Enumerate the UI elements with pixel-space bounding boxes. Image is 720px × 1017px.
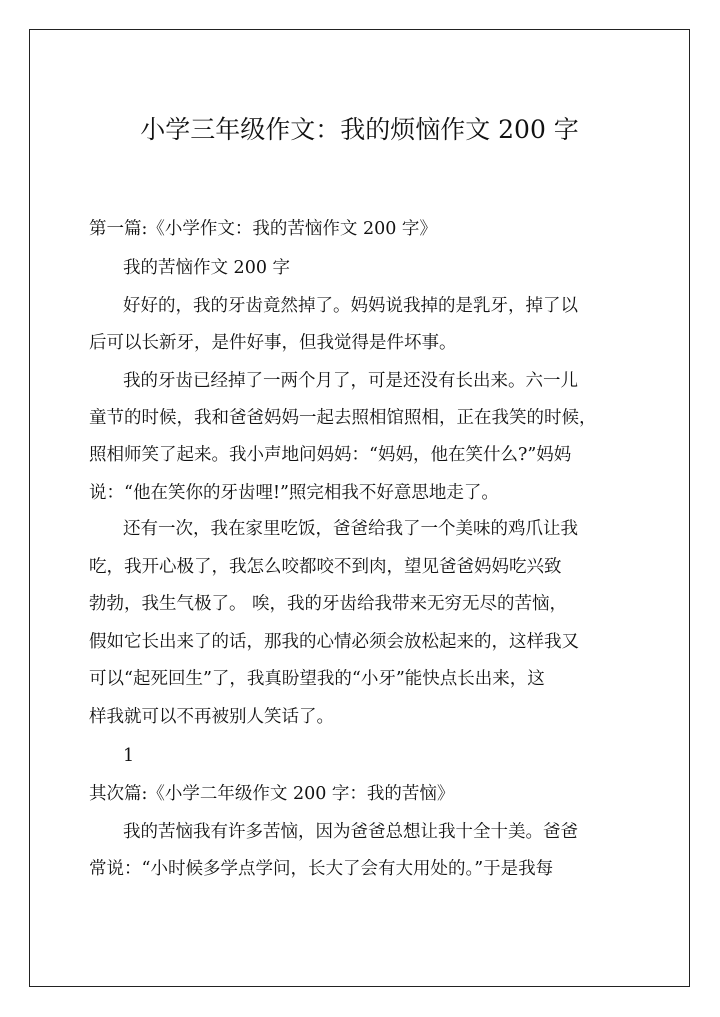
paragraph-line: 我的牙齿已经掉了一两个月了，可是还没有长出来。六一儿 — [123, 371, 578, 391]
paragraph-line: 可以“起死回生”了，我真盼望我的“小牙”能快点长出来，这 — [89, 669, 545, 689]
section-heading-1: 第一篇:《小学作文：我的苦恼作文 200 字》 — [89, 219, 437, 239]
page-number: 1 — [123, 746, 135, 766]
paragraph-line: 还有一次，我在家里吃饭，爸爸给我了一个美味的鸡爪让我 — [123, 519, 578, 539]
document-title: 小学三年级作文：我的烦恼作文 200 字 — [140, 115, 579, 144]
paragraph-line: 勃勃，我生气极了。 唉，我的牙齿给我带来无穷无尽的苦恼， — [89, 594, 568, 614]
paragraph-line: 后可以长新牙，是件好事，但我觉得是件坏事。 — [89, 333, 457, 353]
essay-subtitle-1: 我的苦恼作文 200 字 — [123, 258, 291, 278]
paragraph-line: 说：“他在笑你的牙齿哩!”照完相我不好意思地走了。 — [89, 483, 499, 503]
paragraph-line: 假如它长出来了的话，那我的心情必须会放松起来的，这样我又 — [89, 632, 579, 652]
paragraph-line: 童节的时候，我和爸爸妈妈一起去照相馆照相，正在我笑的时候， — [89, 408, 597, 428]
paragraph-line: 好好的，我的牙齿竟然掉了。妈妈说我掉的是乳牙，掉了以 — [123, 296, 578, 316]
paragraph-line: 常说：“小时候多学点学问，长大了会有大用处的。”于是我每 — [89, 859, 554, 879]
section-heading-2: 其次篇:《小学二年级作文 200 字：我的苦恼》 — [89, 784, 455, 804]
paragraph-line: 照相师笑了起来。我小声地问妈妈：“妈妈，他在笑什么?”妈妈 — [89, 445, 572, 465]
paragraph-line: 我的苦恼我有许多苦恼，因为爸爸总想让我十全十美。爸爸 — [123, 822, 578, 842]
paragraph-line: 样我就可以不再被别人笑话了。 — [89, 707, 334, 727]
paragraph-line: 吃，我开心极了，我怎么咬都咬不到肉，望见爸爸妈妈吃兴致 — [89, 557, 562, 577]
